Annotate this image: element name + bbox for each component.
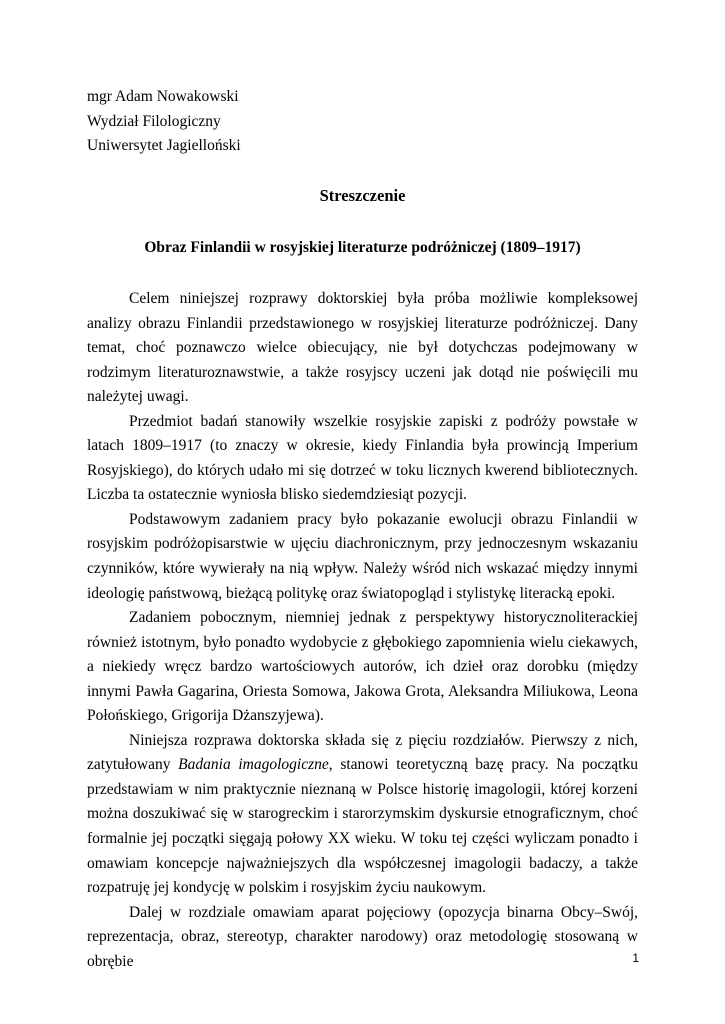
author-university: Uniwersytet Jagielloński [87,137,241,154]
paragraph-5 [87,729,638,901]
paragraph-1: Celem niniejszej rozprawy doktorskiej była próba możliwie kompleksowej analizy obrazu Finlandii przedstawionego w rosyjskiej literaturze podróżniczej. Dany temat, choć poznawczo wielce obiecujący, nie był dotychczas podejmowany w rodzimym literaturoznawstwie, a także rosyjscy uczeni jak dotąd nie poświęcili mu należytej uwagi. [87,290,638,406]
thesis-title: Obraz Finlandii w rosyjskiej literaturze podróżniczej (1809–1917) [144,239,581,256]
paragraph-2: Przedmiot badań stanowiły wszelkie rosyjskie zapiski z podróży powstałe w latach 1809–1917 (to znaczy w okresie, kiedy Finlandia była prowincją Imperium Rosyjskiego), do których udało mi się dotrzeć w toku licznych kwerend bibliotecznych. Liczba ta ostatecznie wyniosła blisko siedemdziesiąt pozycji. [87,412,638,504]
author-faculty: Wydział Filologiczny [87,112,221,130]
author-block [87,85,241,159]
paragraph-3: Podstawowym zadaniem pracy było pokazanie ewolucji obrazu Finlandii w rosyjskim podróżopisarstwie w ujęciu diachronicznym, przy jednoczesnym wskazaniu czynników, które wywierały na nią wpływ. Należy wśród nich wskazać między innymi ideologię państwową, bieżącą politykę oraz światopogląd i stylistykę literacką epoki. [87,510,638,602]
author-name: mgr Adam Nowakowski [87,88,239,105]
paragraph-6: Dalej w rozdziale omawiam aparat pojęciowy (opozycja binarna Obcy–Swój, reprezentacja, obraz, stereotyp, charakter narodowy) oraz metodologię stosowaną w obrębie [87,903,638,970]
paragraph-4: Zadaniem pobocznym, niemniej jednak z perspektywy historycznoliterackiej również istotnym, było ponadto wydobycie z głębokiego zapomnienia wielu ciekawych, a niekiedy wręcz bardzo wartościowych autorów, ich dzieł oraz dorobku (między innymi Pawła Gagarina, Oriesta Somowa, Jakowa Grota, Aleksandra Miliukowa, Leona Połońskiego, Grigorija Dżanszyjewa). [87,609,638,725]
page-number: 1 [632,951,639,965]
paragraph-5-start: Niniejsza rozprawa doktorska składa się z pięciu rozdziałów. Pierwszy z nich, zatytułowany [87,731,638,774]
paragraph-5-end: , stanowi teoretyczną bazę pracy. Na początku przedstawiam w nim praktycznie nieznaną w Polsce historię imagologii, której korzeni można doszukiwać się w starogreckim i starorzymskim dyskursie etnograficznym, choć formalnie jej początki sięgają połowy XX wieku. W toku tej części wyliczam ponadto i omawiam koncepcje najważniejszych dla współczesnej imagologii badaczy, a także rozpatruję jej kondycję w polskim i rosyjskim życiu naukowym. [87,756,638,897]
chapter-title-italic: Badania imagologiczne [178,756,329,774]
abstract-body [87,287,638,974]
section-heading: Streszczenie [319,186,406,205]
